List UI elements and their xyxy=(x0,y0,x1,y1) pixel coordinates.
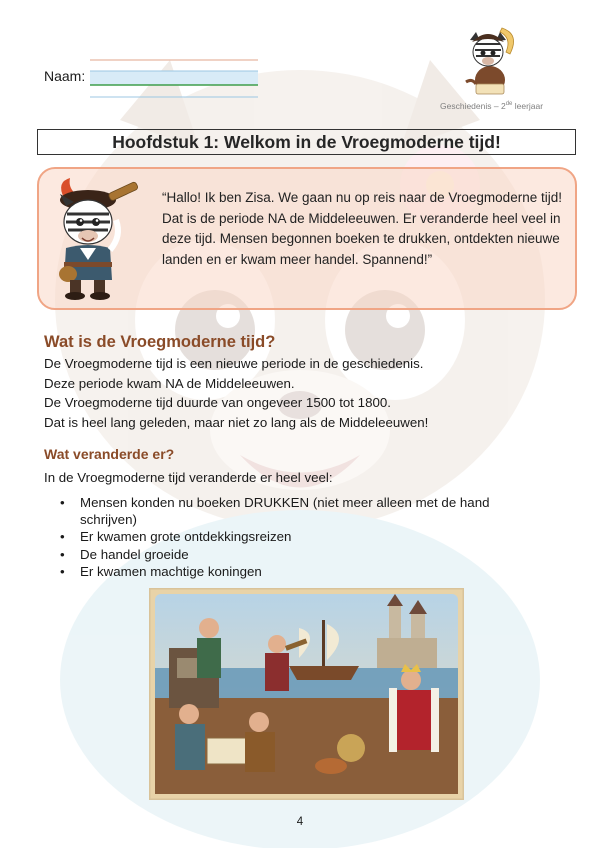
paragraph-line: De Vroegmoderne tijd is een nieuwe periode in de geschiedenis. xyxy=(44,356,424,371)
subject-grade-label: Geschiedenis – 2de leerjaar xyxy=(440,101,544,111)
paragraph-line: De Vroegmoderne tijd duurde van ongeveer 1500 tot 1800. xyxy=(44,395,391,410)
early-modern-scene-illustration xyxy=(149,588,464,800)
section-heading-what-is: Wat is de Vroegmoderne tijd? xyxy=(44,333,276,351)
mascot-speech-text: “Hallo! Ik ben Zisa. We gaan nu op reis naar de Vroegmoderne tijd! Dat is de periode NA de Middeleeuwen. Er veranderde heel veel in deze tijd. Mensen begonnen boeken te drukken, ontdekten nieuwe landen en er kwam meer handel. Spannend!” xyxy=(162,190,562,267)
list-item: • Mensen konden nu boeken DRUKKEN (niet meer alleen met de hand schrijven) xyxy=(60,494,530,528)
section-heading-what-changed: Wat veranderde er? xyxy=(44,446,175,462)
list-item: • Er kwamen grote ontdekkingsreizen xyxy=(60,528,530,545)
paragraph-line: Dat is heel lang geleden, maar niet zo lang als de Middeleeuwen! xyxy=(44,414,429,430)
zebra-explorer-mascot-icon xyxy=(46,176,142,302)
chapter-title: Hoofdstuk 1: Welkom in de Vroegmoderne tijd! xyxy=(37,129,576,155)
list-item: • De handel groeide xyxy=(60,546,530,563)
section-what-changed-intro: In de Vroegmoderne tijd veranderde er heel veel: xyxy=(44,470,333,485)
page-number: 4 xyxy=(296,816,304,828)
paragraph-line: Deze periode kwam NA de Middeleeuwen. xyxy=(44,375,295,391)
changes-bullet-list xyxy=(60,494,530,580)
list-item: • Er kwamen machtige koningen xyxy=(60,563,530,580)
zebra-mascot-writer-icon xyxy=(462,24,522,98)
name-label: Naam: xyxy=(44,68,86,84)
name-writing-lines[interactable] xyxy=(90,59,258,99)
section-what-is-paragraph xyxy=(44,354,428,432)
